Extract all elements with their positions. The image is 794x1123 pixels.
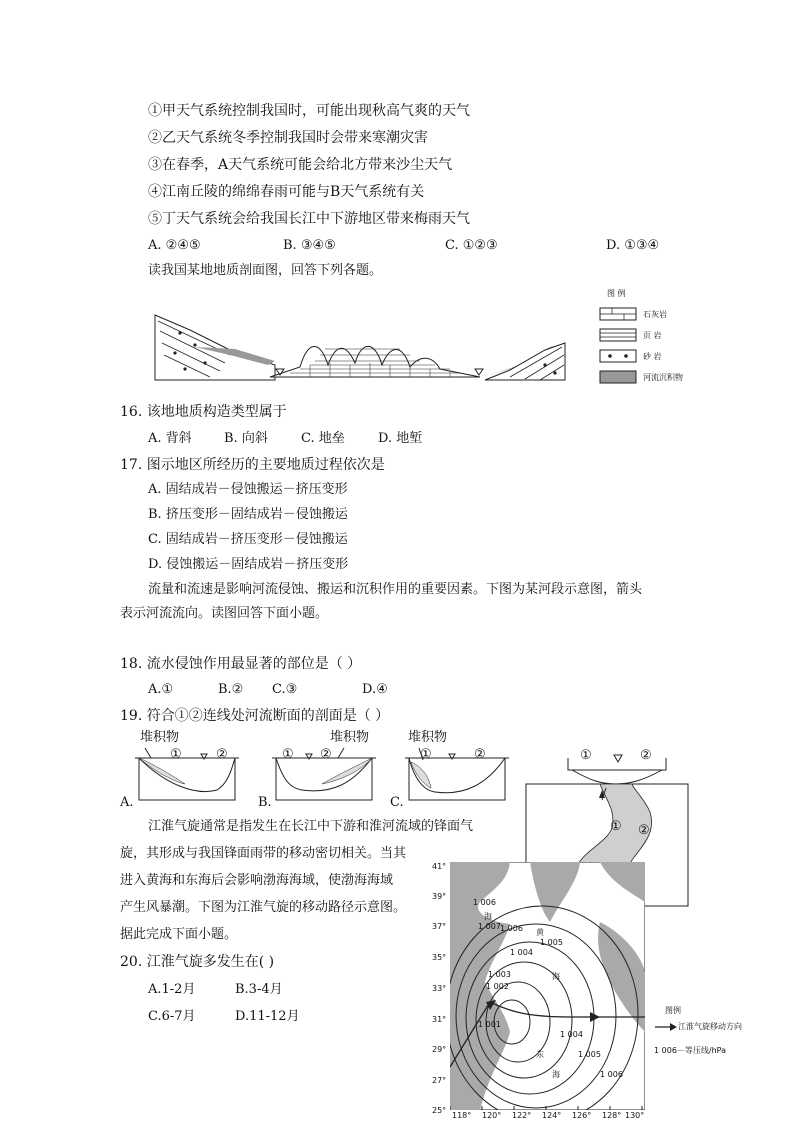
isobar-label-8: 1 001 [478, 1020, 501, 1029]
q18-option-b[interactable]: B.② [218, 682, 244, 697]
profile-b-marker-1: ① [282, 747, 294, 762]
lon-label-120: 120° [482, 1111, 502, 1120]
lon-label-118: 118° [452, 1111, 472, 1120]
map-legend-isobar: 1 006－等压线/hPa [654, 1046, 727, 1055]
isobar-label-7: 1 002 [486, 982, 509, 991]
isobar-label-9: 1 004 [560, 1030, 583, 1039]
isobar-label-4: 1 005 [540, 938, 563, 947]
river-fig-marker-1: ① [580, 748, 592, 763]
profile-c-deposit-label: 堆积物 [408, 730, 448, 745]
profile-b-deposit-label: 堆积物 [330, 730, 370, 745]
river-intro-line-1: 流量和流速是影响河流侵蚀、搬运和沉积作用的重要因素。下图为某河段示意图，箭头 [148, 582, 643, 597]
lon-label-130: 130° [625, 1111, 645, 1120]
sea-label-huang: 黄 [536, 928, 544, 937]
river-fig-marker-2: ② [640, 748, 652, 763]
q20-stem: 20. 江淮气旋多发生在( ) [120, 954, 275, 970]
q16-option-a[interactable]: A. 背斜 [148, 431, 192, 446]
isobar-label-11: 1 006 [600, 1070, 623, 1079]
isobar-label-1: 1 006 [473, 898, 496, 907]
geo-legend-shale: 页 岩 [643, 331, 662, 340]
lon-label-124: 124° [542, 1111, 562, 1120]
q17-option-a[interactable]: A. 固结成岩－侵蚀搬运－挤压变形 [148, 482, 348, 497]
isobar-label-3: 1 006 [500, 924, 523, 933]
statement-4: ④江南丘陵的绵绵春雨可能与B天气系统有关 [148, 184, 425, 200]
q20-option-d[interactable]: D.11-12月 [235, 1009, 300, 1024]
q15-option-d[interactable]: D. ①③④ [606, 238, 660, 253]
geo-legend-sandstone: 砂 岩 [643, 352, 662, 361]
q16-option-b[interactable]: B. 向斜 [224, 431, 268, 446]
profile-a-letter[interactable]: A. [120, 795, 134, 810]
lat-label-27: 27° [432, 1076, 447, 1085]
lat-label-35: 35° [432, 953, 447, 962]
profile-b-marker-2: ② [320, 747, 332, 762]
geo-legend-title: 图 例 [607, 289, 626, 298]
q17-option-b[interactable]: B. 挤压变形－固结成岩－侵蚀搬运 [148, 507, 348, 522]
map-legend-title: 图例 [665, 1006, 681, 1015]
river-fig-point-1: ① [610, 819, 622, 834]
lon-label-122: 122° [512, 1111, 532, 1120]
cyclone-intro-line-2: 旋，其形成与我国锋面雨带的移动密切相关。当其 [120, 846, 407, 861]
q18-option-d[interactable]: D.④ [362, 682, 388, 697]
statement-5: ⑤丁天气系统会给我国长江中下游地区带来梅雨天气 [148, 211, 470, 227]
sea-label-hai-1: 海 [484, 912, 492, 921]
geo-intro: 读我国某地地质剖面图，回答下列各题。 [148, 263, 383, 278]
q17-option-c[interactable]: C. 固结成岩－挤压变形－侵蚀搬运 [148, 532, 348, 547]
q17-option-d[interactable]: D. 侵蚀搬运－固结成岩－挤压变形 [148, 557, 349, 572]
lat-label-31: 31° [432, 1015, 447, 1024]
q15-option-b[interactable]: B. ③④⑤ [283, 238, 336, 253]
geo-legend-limestone: 石灰岩 [643, 310, 667, 319]
geo-legend-river-sediment: 河流沉积物 [643, 373, 683, 382]
profile-a-marker-1: ① [170, 747, 182, 762]
statement-1: ①甲天气系统控制我国时，可能出现秋高气爽的天气 [148, 103, 470, 119]
map-legend-path: 江淮气旋移动方向 [678, 1022, 742, 1031]
isobar-label-6: 1 003 [488, 970, 511, 979]
lat-label-29: 29° [432, 1045, 447, 1054]
q18-option-c[interactable]: C.③ [272, 682, 298, 697]
q16-option-d[interactable]: D. 地堑 [378, 431, 423, 446]
statement-3: ③在春季，A天气系统可能会给北方带来沙尘天气 [148, 157, 453, 173]
q20-option-c[interactable]: C.6-7月 [148, 1009, 196, 1024]
q16-stem: 16. 该地地质构造类型属于 [120, 404, 287, 420]
q17-stem: 17. 图示地区所经历的主要地质过程依次是 [120, 457, 385, 473]
lon-label-126: 126° [572, 1111, 592, 1120]
lon-label-128: 128° [602, 1111, 622, 1120]
q19-stem: 19. 符合①②连线处河流断面的剖面是（ ） [120, 708, 390, 724]
profile-c-marker-2: ② [474, 747, 486, 762]
sea-label-hai-2: 海 [552, 972, 560, 981]
arrow-legend-icon [654, 1022, 678, 1032]
q20-option-a[interactable]: A.1-2月 [148, 982, 196, 997]
sea-label-hai-3: 海 [552, 1070, 560, 1079]
isobar-label-10: 1 005 [578, 1050, 601, 1059]
q20-option-b[interactable]: B.3-4月 [235, 982, 283, 997]
profile-a-deposit-label: 堆积物 [140, 730, 180, 745]
river-fig-point-2: ② [638, 823, 650, 838]
profile-a-marker-2: ② [216, 747, 228, 762]
lat-label-25: 25° [432, 1106, 447, 1115]
q15-option-a[interactable]: A. ②④⑤ [148, 238, 201, 253]
profile-c-letter[interactable]: C. [390, 795, 404, 810]
isobar-label-5: 1 004 [510, 948, 533, 957]
cyclone-intro-line-4: 产生风暴潮。下图为江淮气旋的移动路径示意图。 [120, 900, 407, 915]
profile-c-marker-1: ① [420, 747, 432, 762]
river-intro-line-2: 表示河流流向。读图回答下面小题。 [120, 606, 329, 621]
cyclone-intro-line-3: 进入黄海和东海后会影响渤海海域，使渤海海域 [120, 873, 394, 888]
lat-label-37: 37° [432, 922, 447, 931]
lat-label-33: 33° [432, 984, 447, 993]
cyclone-intro-line-1: 江淮气旋通常是指发生在长江中下游和淮河流域的锋面气 [148, 819, 474, 834]
q16-option-c[interactable]: C. 地垒 [301, 431, 345, 446]
lat-label-41: 41° [432, 862, 447, 871]
sea-label-dong: 东 [536, 1050, 544, 1059]
cyclone-intro-line-5: 据此完成下面小题。 [120, 927, 238, 942]
isobar-label-2: 1 007 [478, 922, 501, 931]
statement-2: ②乙天气系统冬季控制我国时会带来寒潮灾害 [148, 130, 428, 146]
q18-option-a[interactable]: A.① [148, 682, 174, 697]
lat-label-39: 39° [432, 892, 447, 901]
profile-b-letter[interactable]: B. [258, 795, 272, 810]
q18-stem: 18. 流水侵蚀作用最显著的部位是（ ） [120, 656, 362, 672]
q15-option-c[interactable]: C. ①②③ [445, 238, 498, 253]
